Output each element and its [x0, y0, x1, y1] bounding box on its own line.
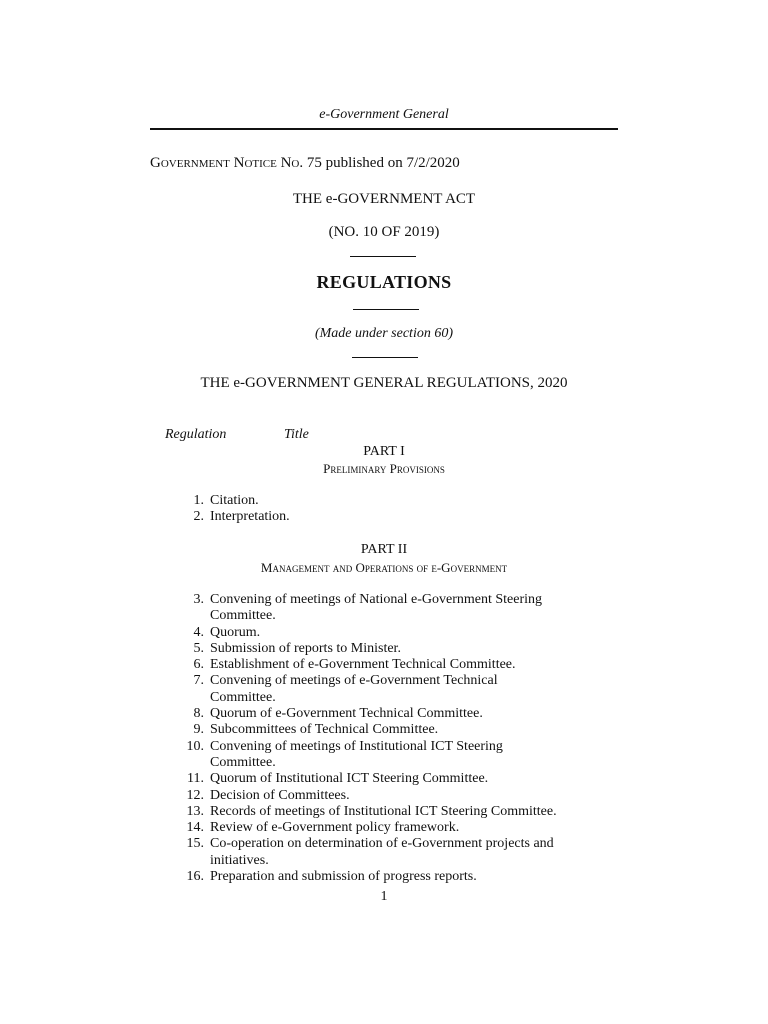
list-item — [180, 641, 560, 657]
list-item — [180, 706, 560, 722]
column-heading-regulation: Regulation — [165, 427, 227, 442]
item-number: 5. — [193, 640, 204, 656]
made-under-note: (Made under section 60) — [314, 326, 454, 341]
list-item — [180, 673, 560, 706]
divider-rule — [350, 256, 416, 257]
running-header: e-Government General — [319, 107, 449, 122]
part-2-heading: Management and Operations of e-Government — [260, 560, 508, 575]
regulations-name: THE e-GOVERNMENT GENERAL REGULATIONS, 2020 — [200, 375, 568, 391]
item-text: Convening of meetings of Institutional ICT Steering Committee. — [210, 738, 503, 770]
item-number: 3. — [193, 592, 204, 607]
item-number: 1. — [193, 493, 204, 508]
header-rule — [150, 128, 618, 130]
item-number: 15. — [186, 836, 204, 852]
item-text: Records of meetings of Institutional ICT Steering Committee. — [210, 803, 557, 819]
list-item — [180, 771, 560, 787]
item-number: 4. — [193, 624, 204, 640]
item-number: 6. — [193, 657, 204, 673]
item-text: Interpretation. — [210, 509, 290, 525]
regulations-heading: REGULATIONS — [316, 272, 452, 292]
list-item — [180, 804, 560, 820]
item-number: 9. — [193, 722, 204, 738]
item-number: 2. — [193, 509, 204, 525]
list-item — [180, 869, 560, 885]
part-1-label: PART I — [363, 444, 405, 459]
item-text: Decision of Committees. — [210, 787, 350, 803]
act-number: (NO. 10 OF 2019) — [328, 224, 440, 240]
list-item — [180, 592, 560, 625]
list-item — [180, 722, 560, 738]
item-text: Submission of reports to Minister. — [210, 640, 401, 656]
item-text: Co-operation on determination of e-Government projects and initiatives. — [210, 836, 554, 868]
part-1-heading: Preliminary Provisions — [323, 461, 445, 476]
item-number: 10. — [186, 738, 204, 754]
divider-rule — [352, 357, 418, 358]
list-item — [180, 739, 560, 772]
part-2-contents — [180, 592, 560, 893]
item-number: 7. — [193, 673, 204, 689]
part-1-contents — [180, 493, 580, 526]
item-text: Preparation and submission of progress reports. — [210, 869, 477, 885]
item-text: Quorum of e-Government Technical Committee. — [210, 706, 483, 722]
list-item — [180, 788, 560, 804]
item-number: 13. — [186, 803, 204, 819]
list-item — [180, 625, 560, 641]
act-title: THE e-GOVERNMENT ACT — [292, 191, 476, 207]
item-number: 12. — [186, 787, 204, 803]
item-text: Review of e-Government policy framework. — [210, 820, 460, 836]
page-number: 1 — [380, 889, 388, 904]
list-item — [180, 836, 560, 869]
item-text: Quorum of Institutional ICT Steering Committee. — [210, 771, 489, 787]
part-2-label: PART II — [360, 542, 408, 557]
item-text: Convening of meetings of e-Government Technical Committee. — [210, 673, 498, 705]
item-text: Convening of meetings of National e-Government Steering Committee. — [210, 592, 543, 624]
item-text: Citation. — [210, 493, 259, 508]
item-text: Establishment of e-Government Technical Committee. — [210, 657, 516, 673]
notice-prefix: Government Notice No — [150, 155, 300, 171]
item-number: 11. — [187, 771, 204, 787]
item-number: 8. — [193, 706, 204, 722]
column-heading-title: Title — [284, 427, 309, 442]
list-item — [180, 493, 580, 509]
notice-suffix: . 75 published on 7/2/2020 — [299, 155, 460, 171]
government-notice — [150, 155, 460, 172]
list-item — [180, 657, 560, 673]
item-text: Quorum. — [210, 624, 261, 640]
item-number: 16. — [186, 869, 204, 885]
list-item — [180, 820, 560, 836]
list-item — [180, 509, 580, 525]
item-text: Subcommittees of Technical Committee. — [210, 722, 439, 738]
divider-rule — [353, 309, 419, 310]
item-number: 14. — [186, 820, 204, 836]
